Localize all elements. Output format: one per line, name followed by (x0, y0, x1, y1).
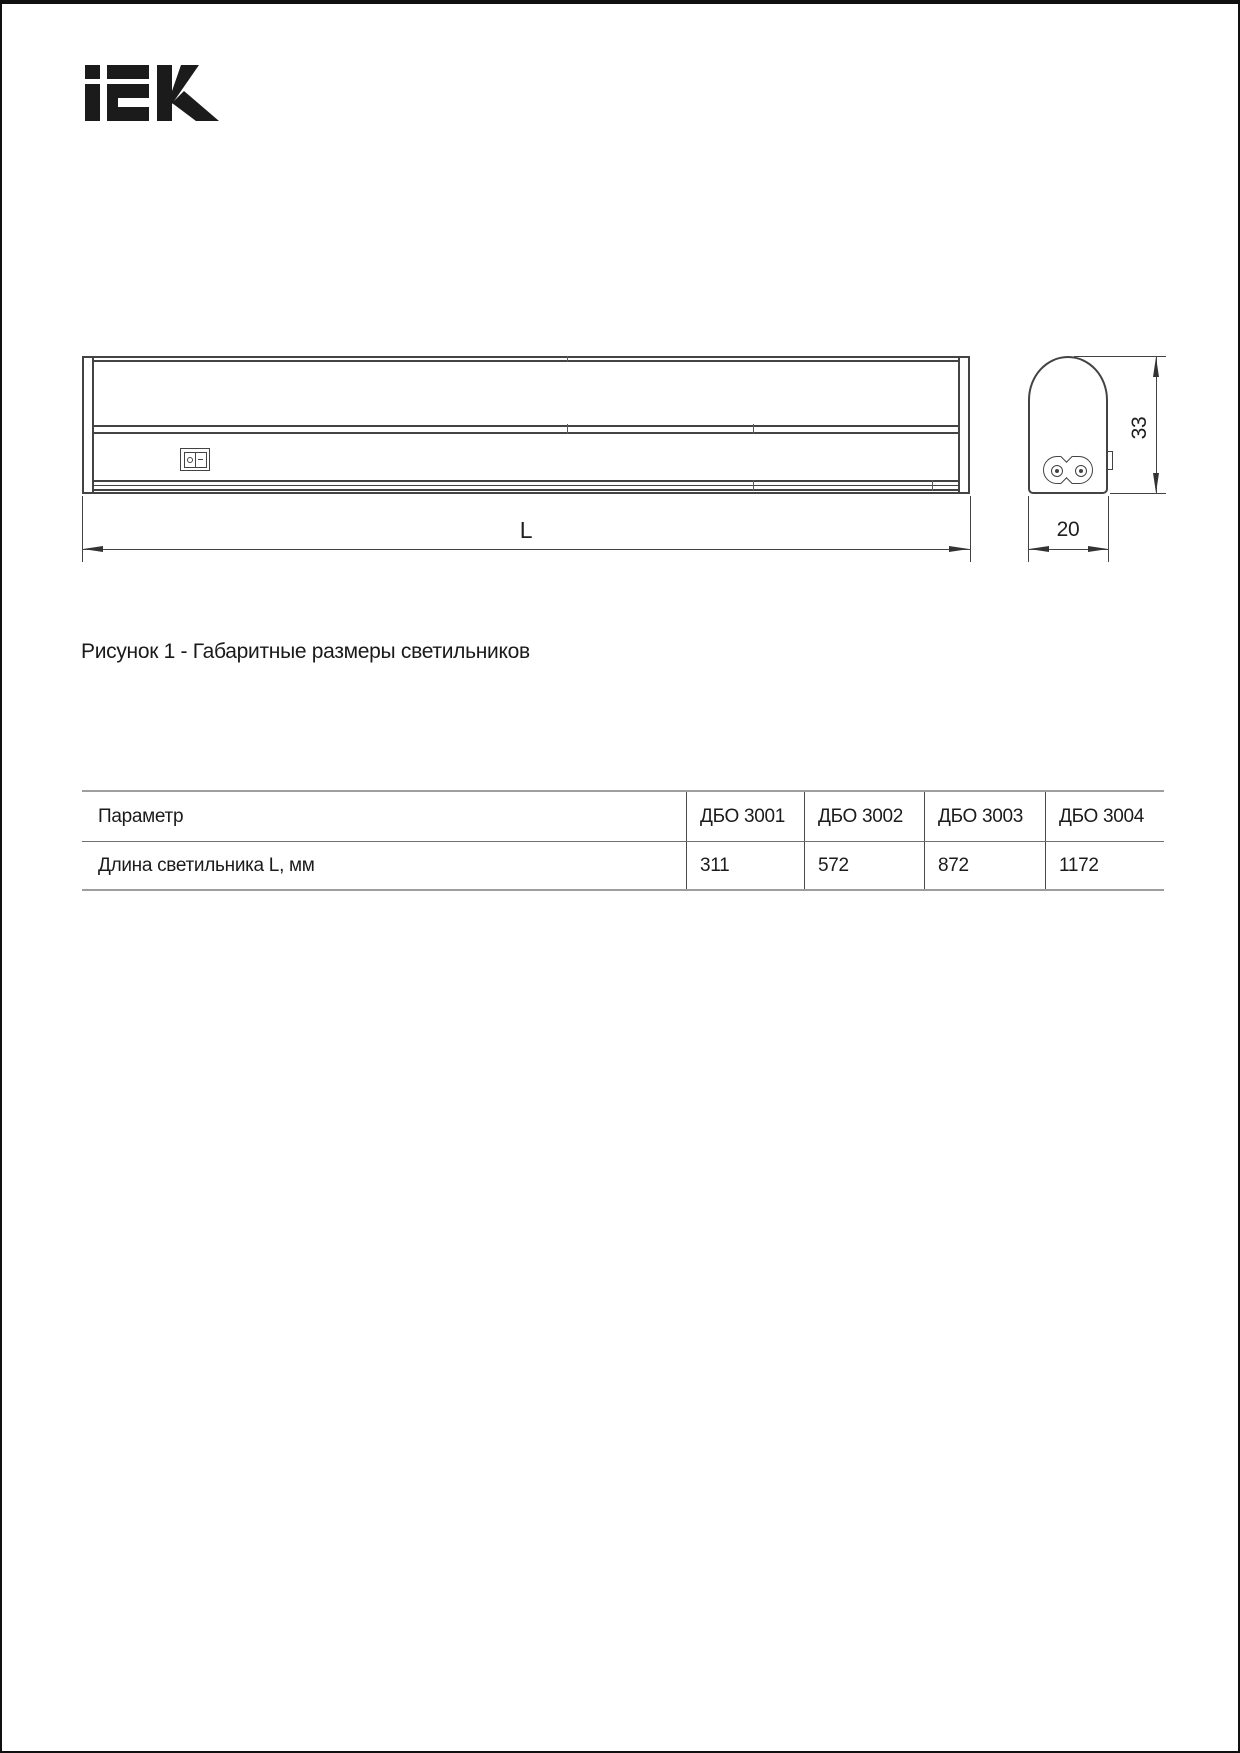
iek-logo (84, 61, 220, 122)
front-view-middle-line-1 (94, 425, 958, 427)
logo-e-top-bar (107, 65, 149, 79)
dim-20-arrow-right-icon (1088, 546, 1108, 552)
socket-pin-right-icon (1075, 465, 1087, 477)
table-cell-length-dbo-3004: 1172 (1045, 842, 1164, 889)
socket-pin-left-icon (1051, 465, 1063, 477)
front-view-segment-joint (932, 480, 933, 491)
switch-off-mark-icon (187, 457, 193, 463)
dim-L-extension-left (82, 496, 83, 562)
table-cell-parameter: Длина светильника L, мм (98, 854, 315, 876)
table-cell-length-dbo-3003: 872 (924, 842, 1045, 889)
power-switch (180, 448, 210, 471)
front-view-middle-line-2 (94, 432, 958, 434)
dim-L-arrow-left-icon (83, 546, 103, 552)
socket-pin-dot (1055, 469, 1059, 473)
height-dimension-label: 33 (1128, 416, 1151, 440)
table-cell-length-dbo-3002: 572 (804, 842, 924, 889)
table-header-dbo-3003: ДБО 3003 (924, 792, 1045, 841)
front-view-bottom-line-3 (94, 489, 958, 491)
power-socket-c8 (1043, 456, 1093, 484)
figure-caption: Рисунок 1 - Габаритные размеры светильников (81, 640, 530, 663)
front-view-bottom-line-2 (94, 485, 958, 487)
logo-i-dot (85, 65, 100, 79)
table-cell-length-dbo-3001: 311 (686, 842, 804, 889)
width-dimension-label: 20 (1056, 518, 1080, 541)
front-view-bottom-line-1 (94, 480, 958, 482)
dim-20-extension-left (1028, 496, 1029, 562)
dim-L-extension-right (970, 496, 971, 562)
dim-20-extension-right (1108, 496, 1109, 562)
switch-on-cell (195, 453, 206, 467)
logo-k-lower-leg (172, 91, 219, 121)
dim-L-arrow-right-icon (949, 546, 969, 552)
logo-e-body (107, 84, 149, 121)
dim-33-arrow-down-icon (1153, 473, 1159, 493)
power-switch-rocker (184, 452, 207, 468)
table-row (82, 842, 1164, 889)
parameters-table (82, 790, 1164, 891)
front-view-segment-joint (753, 480, 754, 491)
table-header-dbo-3004: ДБО 3004 (1045, 792, 1164, 841)
logo-i-stem (85, 84, 100, 121)
switch-off-cell (185, 453, 195, 467)
table-header-dbo-3002: ДБО 3002 (804, 792, 924, 841)
table-header-row (82, 792, 1164, 842)
dim-L-line (82, 549, 970, 551)
switch-on-mark-icon (198, 459, 203, 461)
dim-20-arrow-left-icon (1029, 546, 1049, 552)
socket-pin-dot (1079, 469, 1083, 473)
front-view-segment-joint (567, 424, 568, 434)
table-header-parameter: Параметр (98, 805, 184, 827)
length-dimension-label: L (519, 517, 533, 543)
table-header-dbo-3001: ДБО 3001 (686, 792, 804, 841)
front-view-top-inner-line (94, 360, 958, 362)
dim-33-arrow-up-icon (1153, 357, 1159, 377)
front-view-segment-joint (567, 356, 568, 362)
front-view-right-endcap-line (958, 358, 960, 492)
logo-k-stem (157, 65, 172, 121)
front-view-segment-joint (753, 424, 754, 434)
